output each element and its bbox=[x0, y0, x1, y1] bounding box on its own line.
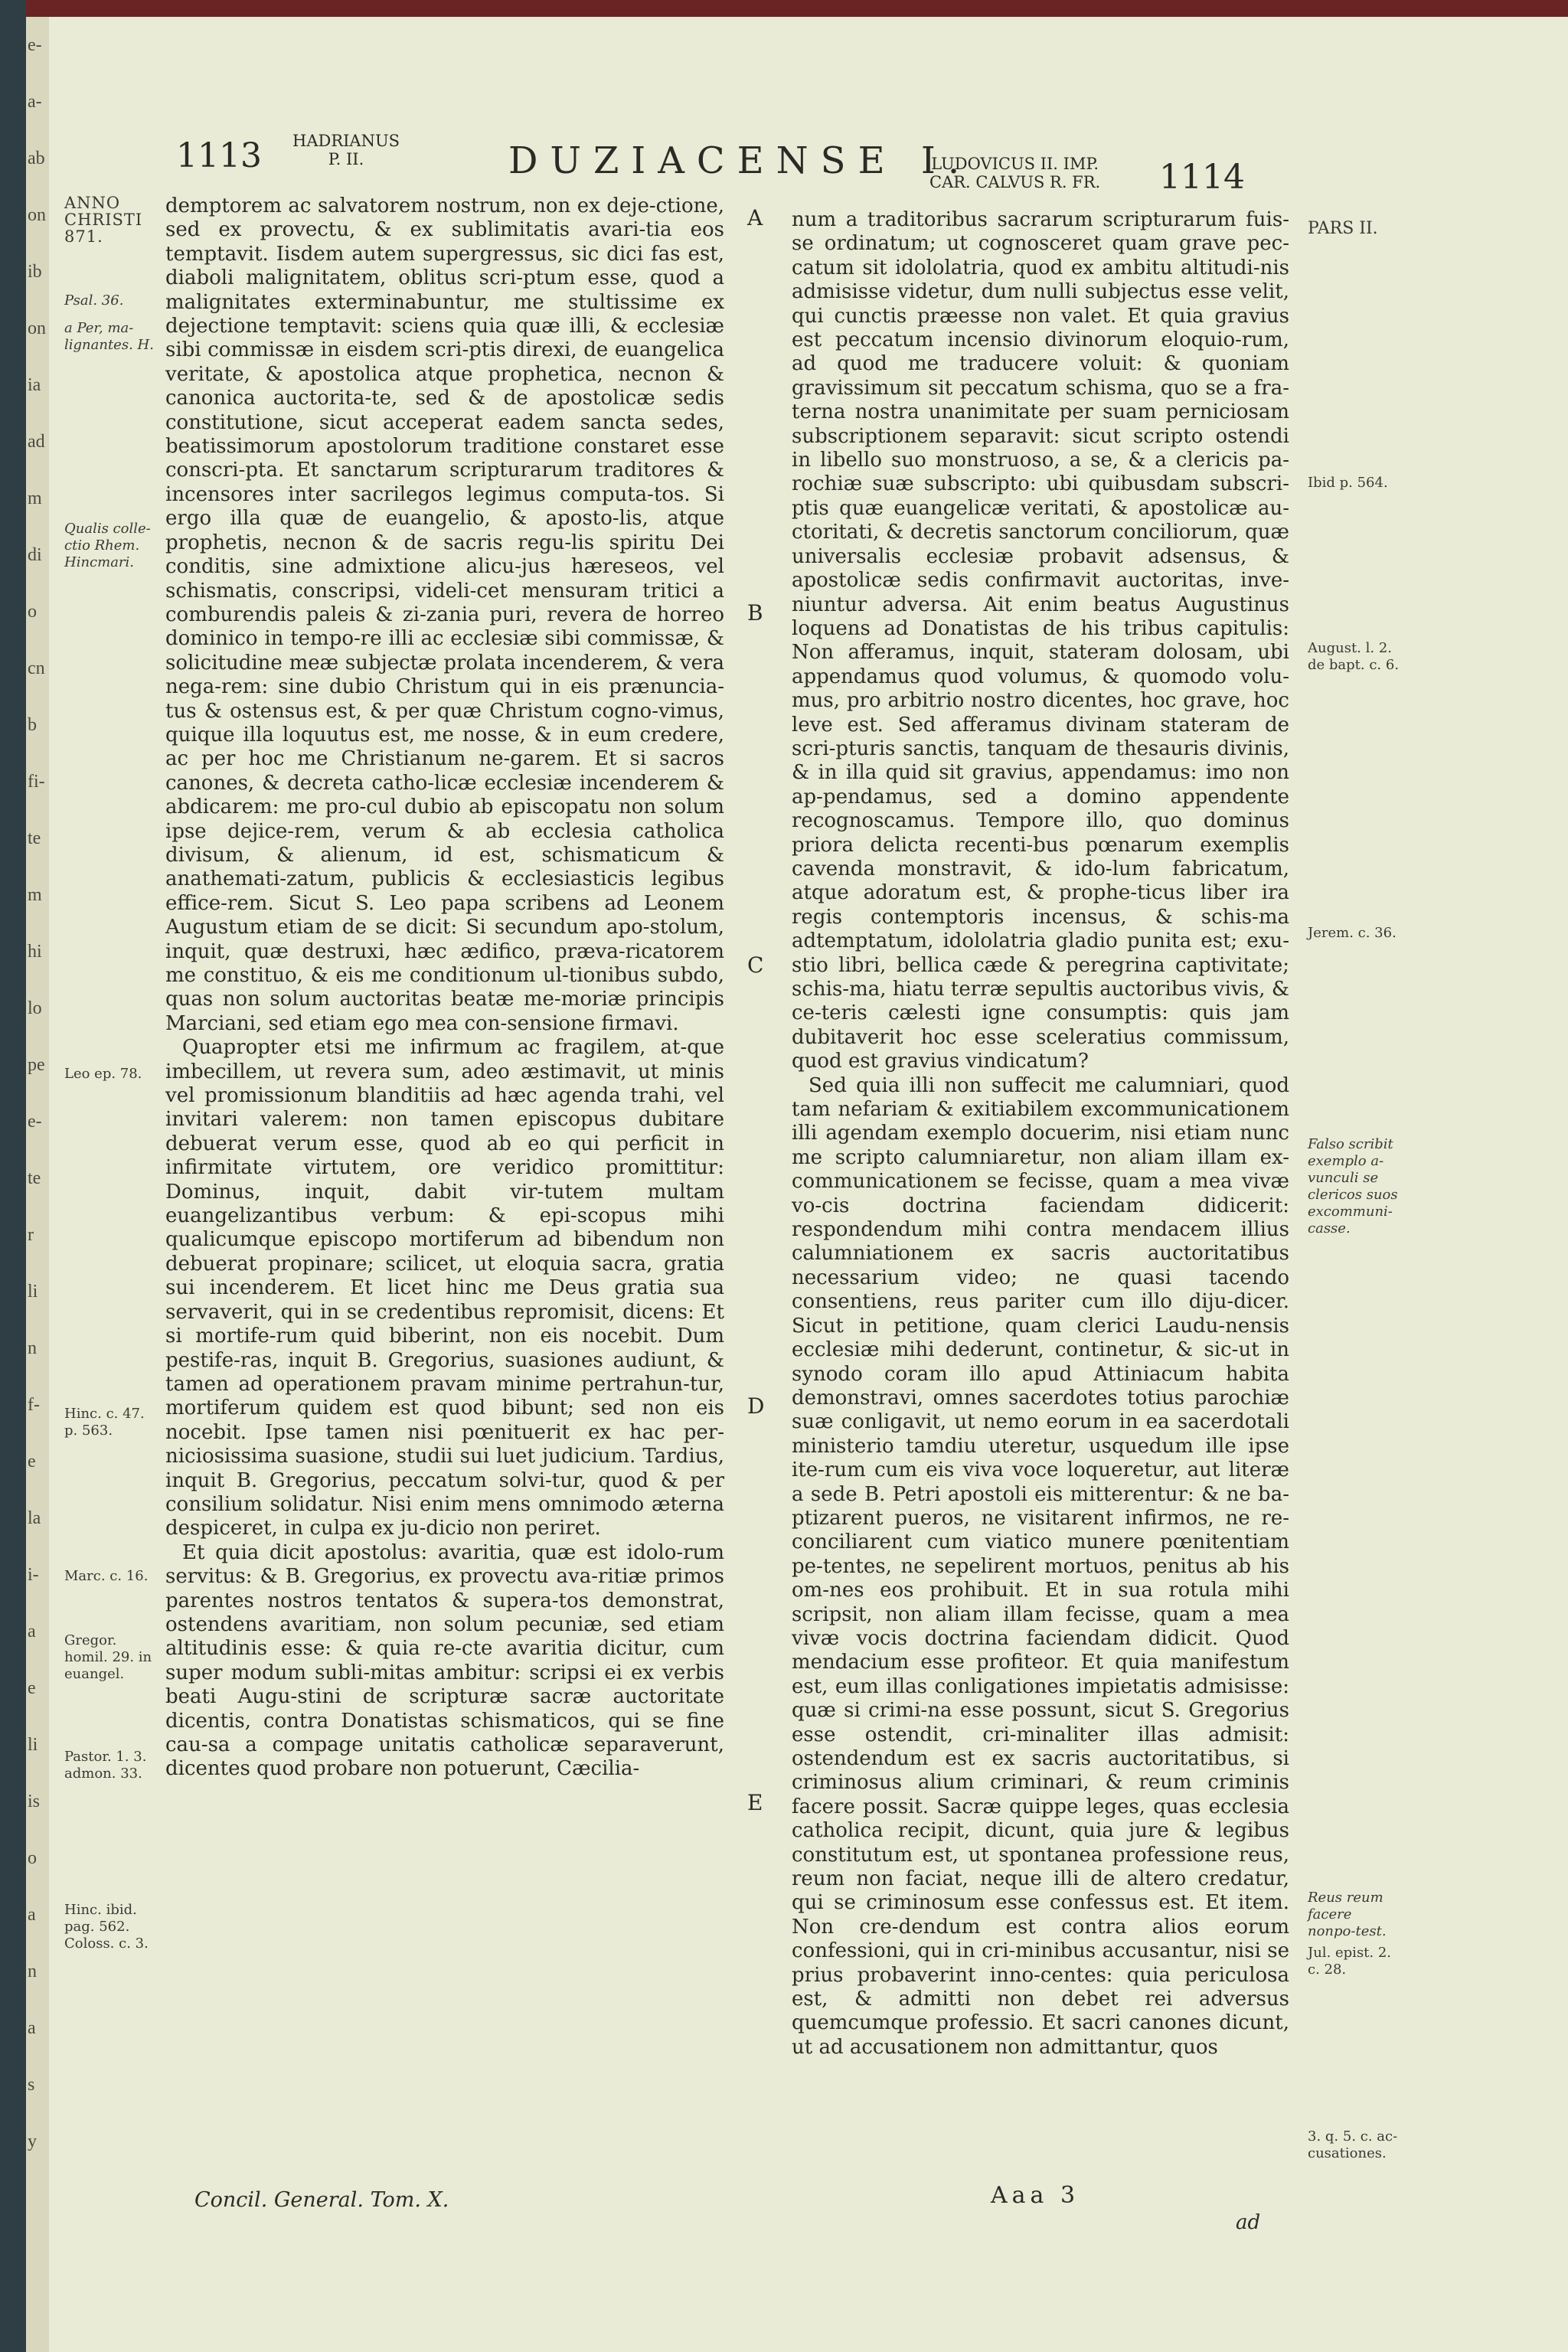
prev-page-fragment: pe bbox=[28, 1055, 45, 1075]
margin-note-right: 3. q. 5. c. ac-cusationes. bbox=[1308, 2128, 1398, 2161]
margin-note-left: Leo ep. 78. bbox=[64, 1066, 142, 1082]
margin-note-left: Gregor. homil. 29. in euangel. bbox=[64, 1632, 152, 1682]
book-page bbox=[49, 17, 1568, 2352]
right-header-label bbox=[929, 155, 1100, 191]
prev-page-fragment: n bbox=[28, 1338, 37, 1358]
prev-page-fragment: di bbox=[28, 545, 42, 565]
scanner-background bbox=[0, 0, 26, 2352]
prev-page-fragment: ad bbox=[28, 432, 45, 452]
prev-page-fragment: a bbox=[28, 2018, 36, 2038]
prev-page-fragment: li bbox=[28, 1282, 38, 1302]
margin-note-right: August. l. 2. de bapt. c. 6. bbox=[1308, 640, 1400, 673]
paragraph: Sed quia illi non suffecit me calumniari, quod tam nefariam & exitiabilem excommunicationem illi agendam exemplo docuerim, nisi etiam nunc me scripto calumniaretur, non aliam illam ex-communicationem se fecisse, quam a mea vivæ vo-cis doctrina faciendam didicerit: respondendum mihi contra mendacem illius calumniationem ex sacris auctoritatibus necessarium video; ne quasi tacendo consentiens, reus pariter cum illo diju-dicer. Sicut in petitione, quam clerici Laudu-nensis ecclesiæ mihi dederunt, continetur, & sic-ut in synodo coram illo apud Attiniacum habita demonstravi, omnes sacerdotes totius parochiæ suæ conligavit, ut nemo eorum in ea sacerdotali ministerio tamdiu uteretur, usquedum ille ipse ite-rum cum eis viva voce loqueretur, aut literæ a sede B. Petri apostoli eis mitterentur: & ne ba-ptizarent pueros, ne visitarent infirmos, ne re-conciliarent cum viatico munere pœnitentiam pe-tentes, ne sepelirent mortuos, penitus ab his om-nes eos prohibuit. Et in sua rotula mihi scripsit, non aliam illam fecisse, quam a mea vivæ vocis doctrina faciendam didicit. Quod mendacium esse profiteor. Et quia manifestum est, eum illas conligationes impietatis admisisse: quæ si crimi-na esse possunt, sicut S. Gregorius esse ostendit, cri-minaliter illas admisit: ostendendum est ex sacris auctoritatibus, si criminosus alium criminari, & reum criminis facere possit. Sacræ quippe leges, quas ecclesia catholica recipit, dicunt, quia jure & legibus constitutum est, ut spontanea professione reus, reum non faciat, neque illi de altero credatur, qui se criminosum esse confessus est. Et item. Non cre-dendum est contra alios eorum confessioni, qui in cri-minibus accusantur, nisi se prius probaverint inno-centes: quia periculosa est, & admitti non debet rei adversus quemcumque professio. Et sacri canones dicunt, ut ad accusationem non admittantur, quos bbox=[792, 1073, 1289, 2059]
prev-page-fragment: m bbox=[28, 488, 42, 508]
paragraph: Et quia dicit apostolus: avaritia, quæ est idolo-rum servitus: & B. Gregorius, ex provectu ava-ritiæ primos parentes nostros tentatos & supera-tos demonstrat, ostendens avaritiam, non solum pecuniæ, sed etiam altitudinis esse: & quia re-cte avaritia dicitur, cum super modum subli-mitas ambitur: scripsi ei ex verbis beati Augu-stini de scripturæ sacræ auctoritate dicentis, contra Donatistas schismaticos, qui se fine cau-sa a compage unitatis catholicæ separaverunt, dicentes quod probare non potuerunt, Cæcilia- bbox=[165, 1540, 724, 1781]
margin-note-left: Psal. 36. bbox=[64, 292, 124, 309]
margin-note-left: Marc. c. 16. bbox=[64, 1568, 149, 1584]
right-page-number: 1114 bbox=[1159, 158, 1245, 197]
section-letter: E bbox=[747, 1790, 763, 1815]
left-header-line: P. II. bbox=[328, 150, 364, 168]
prev-page-fragment: cn bbox=[28, 658, 45, 678]
left-header-label bbox=[292, 132, 400, 168]
paragraph: demptorem ac salvatorem nostrum, non ex deje-ctione, sed ex provectu, & ex sublimitatis avari-tia eos temptavit. Iisdem autem supergressus, sic dici fas est, diaboli malignitatem, oblitus scri-ptum esse, quod a malignitates exterminabuntur, me stultissime ex dejectione temptavit: sciens quia quæ illi, & ecclesiæ sibi commissæ in eisdem scri-ptis direxi, de euangelica veritate, & apostolica atque prophetica, necnon & canonica auctorita-te, sed & de apostolicæ sedis constitutione, sicut acceperat eadem sancta sedes, beatissimorum apostolorum traditione constaret esse conscri-pta. Et sanctarum scripturarum traditores & incensores inter sacrilegos legimus computa-tos. Si ergo illa quæ de euangelio, & aposto-lis, atque prophetis, necnon & de sacris regu-lis spiritu Dei conditis, sine admixtione alicu-jus hæreseos, vel schismatis, conscripsi, videli-cet mensuram tritici a comburendis paleis & zi-zania puri, revera de horreo dominico in tempo-re illi ac ecclesiæ sibi commissæ, & solicitudine meæ subjectæ prolata incenderem, & vera nega-rem: sine dubio Christum qui in eis prænuncia-tus & ostensus est, & per quæ Christum cogno-vimus, quique illa loquutus est, me nosse, & in eum credere, ac per hoc me Christianum ne-garem. Et si sacros canones, & decreta catho-licæ ecclesiæ incenderem & abdicarem: me pro-cul dubio ab episcopatu non solum ipse dejice-rem, verum & ab ecclesia catholica divisum, & alienum, id est, schismaticum & anathemati-zatum, publicis & ecclesiasticis legibus effice-rem. Sicut S. Leo papa scribens ad Leonem Augustum etiam de se dicit: Si secundum apo-stolum, inquit, quæ destruxi, hæc ædifico, præva-ricatorem me constituo, & eis me conditionum ul-tionibus subdo, quas non solum auctoritas beatæ me-moriæ principis Marciani, sed etiam ego mea con-sensione firmavi. bbox=[165, 194, 724, 1035]
left-text-column bbox=[165, 194, 724, 1782]
prev-page-fragment: o bbox=[28, 602, 37, 622]
prev-page-fragment: e bbox=[28, 1452, 36, 1472]
prev-page-fragment: i- bbox=[28, 1565, 39, 1585]
prev-page-fragment: e bbox=[28, 1678, 36, 1698]
prev-page-fragment: li bbox=[28, 1735, 38, 1755]
paragraph: Quapropter etsi me infirmum ac fragilem, at-que imbecillem, ut revera sum, adeo æstimavit, ut minis vel promissionum blanditiis ad hæc agenda trahi, vel invitari valerem: non tamen episcopus dubitare debuerat verum esse, quod ab eo qui perficit in infirmitate virtutem, ore veridico promittitur: Dominus, inquit, dabit vir-tutem multam euangelizantibus verbum: & epi-scopus mihi qualicumque episcopo mortiferum ad bibendum non debuerat propinare; scilicet, ut eloquia sacra, gratia sui incenderem. Et licet hinc me Deus gratia sua servaverit, qui in se credentibus repromisit, dicens: Et si mortife-rum quid biberint, non eis nocebit. Dum pestife-ras, inquit B. Gregorius, suasiones audiunt, & tamen ad operationem pravam minime pertrahun-tur, mortiferum quidem est quod bibunt; sed non eis nocebit. Ipse tamen nisi pœnituerit ex hac per-niciosissima suasione, studii sui luet judicium. Tardius, inquit B. Gregorius, peccatum solvi-tur, quod & per consilium solidatur. Nisi enim mens omnimodo æterna despiceret, in culpa ex ju-dicio non periret. bbox=[165, 1036, 724, 1540]
margin-note-left: Qualis colle-ctio Rhem. Hincmari. bbox=[64, 521, 151, 570]
paragraph: num a traditoribus sacrarum scripturarum fuis-se ordinatum; ut cognosceret quam grave pec-catum sit idololatria, quod ex ambitu altitudi-nis admisisse videtur, dum nulli subjectus esse velit, qui cunctis præesse non valet. Et quia gravius est peccatum incensio divinorum eloquio-rum, ad quod me traducere voluit: & quoniam gravissimum sit peccatum schisma, quo se a fra-terna nostra unanimitate per suam perniciosam subscriptionem separavit: sicut scripto ostendi in libello suo monstruoso, a se, & a clericis pa-rochiæ suæ subscripto: ubi quibusdam subscri-ptis quæ euangelicæ veritati, & apostolicæ au-ctoritati, & decretis sanctorum conciliorum, quæ universalis ecclesiæ probavit adsensus, & apostolicæ sedis confirmavit auctoritas, inve-niuntur adversa. Ait enim beatus Augustinus loquens ad Donatistas de his tribus capitulis: Non afferamus, inquit, stateram dolosam, ubi appendamus quod volumus, & quomodo volu-mus, pro arbitrio nostro dicentes, hoc grave, hoc leve est. Sed afferamus divinam stateram de scri-pturis sanctis, tanquam de thesauris divinis, & in illa quid sit gravius, appendamus: imo non ap-pendamus, sed a domino appendente recognoscamus. Tempore illo, quo dominus priora delicta recenti-bus pœnarum exemplis cavenda monstravit, & ido-lum fabricatum, atque adoratum est, & prophe-ticus liber ira regis contemptoris incensus, & schis-ma adtemptatum, idololatria gladio punita est; exu-stio libri, bellica cæde & peregrina captivitate; schis-ma, hiatu terræ sepultis auctoribus vivis, & ce-teris cælesti igne consumptis: quis jam dubitaverit hoc esse sceleratius commissum, quod est gravius vindicatum? bbox=[792, 208, 1289, 1073]
prev-page-fragment: y bbox=[28, 2132, 37, 2151]
margin-note-right: Falso scribit exemplo a-vunculi se clericos suos excommuni-casse. bbox=[1308, 1136, 1398, 1236]
margin-note-left: Hinc. ibid. pag. 562. Coloss. c. 3. bbox=[64, 1902, 149, 1952]
prev-page-fragment: fi- bbox=[28, 772, 45, 792]
prev-page-fragment: f- bbox=[28, 1395, 40, 1415]
prev-page-fragment: n bbox=[28, 1962, 37, 1981]
left-header-line: HADRIANUS bbox=[292, 132, 400, 150]
binding-edge-top bbox=[0, 0, 1568, 17]
prev-page-fragment: ib bbox=[28, 262, 42, 282]
prev-page-fragment: e- bbox=[28, 1112, 42, 1132]
right-header-line: CAR. CALVUS R. FR. bbox=[929, 173, 1101, 191]
prev-page-fragment: lo bbox=[28, 998, 42, 1018]
previous-page-edge bbox=[26, 17, 49, 2352]
prev-page-fragment: te bbox=[28, 828, 41, 848]
prev-page-fragment: a bbox=[28, 1905, 36, 1925]
catchword: ad bbox=[1236, 2211, 1261, 2234]
prev-page-fragment: s bbox=[28, 2075, 35, 2095]
left-page-number: 1113 bbox=[176, 136, 262, 175]
prev-page-fragment: on bbox=[28, 318, 46, 338]
prev-page-fragment: m bbox=[28, 885, 42, 905]
margin-note-left: a Per, ma-lignantes. H. bbox=[64, 320, 154, 353]
margin-note-right: Ibid p. 564. bbox=[1308, 475, 1388, 491]
prev-page-fragment: a bbox=[28, 1622, 36, 1642]
margin-note-right: Jul. epist. 2. c. 28. bbox=[1308, 1945, 1392, 1978]
right-header-line: LUDOVICUS II. IMP. bbox=[931, 155, 1099, 173]
section-letter: B bbox=[747, 600, 763, 626]
section-letter: D bbox=[747, 1393, 765, 1419]
right-text-column bbox=[792, 208, 1289, 2060]
prev-page-fragment: la bbox=[28, 1508, 41, 1528]
prev-page-fragment: ia bbox=[28, 375, 41, 395]
margin-note-left: Pastor. 1. 3. admon. 33. bbox=[64, 1749, 147, 1782]
section-letter: A bbox=[747, 205, 763, 230]
prev-page-fragment: e- bbox=[28, 35, 42, 55]
prev-page-fragment: is bbox=[28, 1792, 41, 1811]
prev-page-fragment: b bbox=[28, 715, 37, 735]
margin-note-right: Reus reum facere nonpo-test. bbox=[1308, 1890, 1387, 1939]
section-letter: C bbox=[747, 952, 764, 978]
prev-page-fragment: r bbox=[28, 1225, 34, 1245]
signature-mark: Aaa 3 bbox=[991, 2182, 1080, 2209]
prev-page-fragment: on bbox=[28, 205, 46, 225]
prev-page-fragment: a- bbox=[28, 92, 42, 112]
prev-page-fragment: ab bbox=[28, 149, 45, 168]
margin-note-right: PARS II. bbox=[1308, 219, 1378, 238]
prev-page-fragment: hi bbox=[28, 942, 42, 962]
prev-page-fragment: te bbox=[28, 1168, 41, 1188]
running-title: DUZIACENSE I. bbox=[508, 139, 972, 182]
margin-note-left: ANNO CHRISTI 871. bbox=[64, 194, 143, 246]
prev-page-fragment: o bbox=[28, 1848, 37, 1868]
margin-note-left: Hinc. c. 47. p. 563. bbox=[64, 1406, 145, 1439]
volume-footer: Concil. General. Tom. X. bbox=[194, 2188, 449, 2212]
margin-note-right: Jerem. c. 36. bbox=[1308, 925, 1396, 941]
